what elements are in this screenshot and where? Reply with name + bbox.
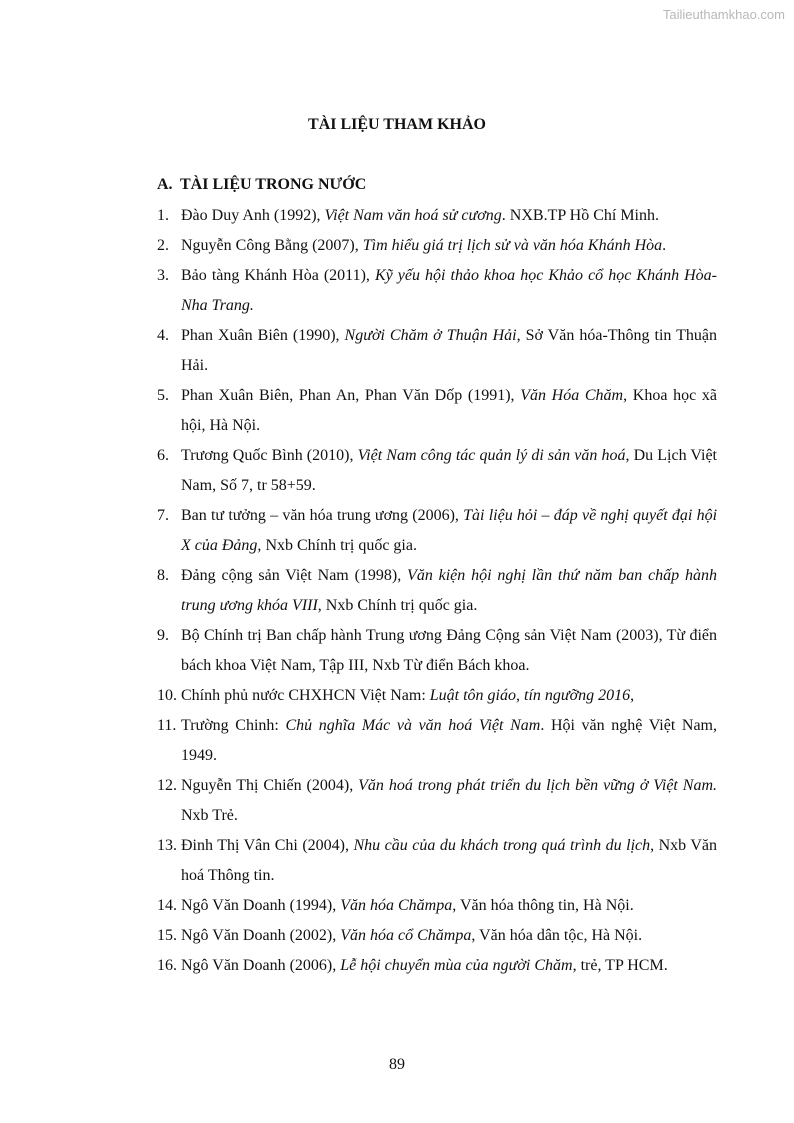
reference-number: 16. bbox=[157, 957, 177, 974]
reference-title: Kỹ yếu hội thảo khoa học Khảo cổ học Khánh Hòa-Nha Trang. bbox=[181, 267, 718, 314]
reference-title: Văn kiện hội nghị lần thứ năm ban chấp hành trung ương khóa VIII bbox=[181, 567, 717, 614]
reference-suffix: , Văn hóa thông tin, Hà Nội. bbox=[452, 897, 634, 914]
reference-prefix: Ngô Văn Doanh (1994), bbox=[181, 897, 341, 914]
reference-number: 2. bbox=[157, 237, 169, 254]
reference-prefix: Bộ Chính trị Ban chấp hành Trung ương Đảng Cộng sản Việt Nam (2003), Từ điển bách khoa Việt Nam, Tập III, Nxb Từ điển Bách khoa. bbox=[181, 627, 717, 674]
reference-item bbox=[157, 951, 717, 981]
reference-prefix: Phan Xuân Biên (1990), bbox=[181, 327, 345, 344]
reference-text bbox=[181, 261, 717, 321]
reference-prefix: Đảng cộng sản Việt Nam (1998), bbox=[181, 567, 408, 584]
watermark-text: Tailieuthamkhao.com bbox=[662, 7, 785, 22]
reference-number: 15. bbox=[157, 927, 177, 944]
reference-suffix: , trẻ, TP HCM. bbox=[572, 957, 668, 974]
reference-suffix: . NXB.TP Hồ Chí Minh. bbox=[501, 207, 659, 224]
reference-suffix: Nxb Chính trị quốc gia. bbox=[261, 537, 417, 554]
section-letter: A. bbox=[157, 176, 173, 193]
reference-number: 11. bbox=[157, 717, 177, 734]
reference-text bbox=[181, 381, 717, 441]
reference-text bbox=[181, 681, 717, 711]
reference-list bbox=[157, 201, 717, 981]
section-heading bbox=[157, 176, 366, 194]
reference-item bbox=[157, 681, 717, 711]
reference-title: Văn hóa cổ Chămpa bbox=[340, 927, 472, 944]
reference-number: 9. bbox=[157, 627, 169, 644]
reference-text bbox=[181, 321, 717, 381]
reference-item bbox=[157, 441, 717, 501]
reference-item bbox=[157, 501, 717, 561]
page-title: TÀI LIỆU THAM KHẢO bbox=[308, 116, 486, 133]
reference-title: Văn hoá trong phát triển du lịch bền vững ở Việt Nam. bbox=[358, 777, 718, 794]
reference-text bbox=[181, 831, 717, 891]
reference-title: Người Chăm ở Thuận Hải bbox=[344, 327, 517, 344]
reference-number: 12. bbox=[157, 777, 177, 794]
reference-suffix: , bbox=[630, 687, 635, 704]
reference-prefix: Nguyễn Công Bằng (2007), bbox=[181, 237, 363, 254]
reference-number: 3. bbox=[157, 267, 169, 284]
reference-item bbox=[157, 201, 717, 231]
reference-title: Tài liệu hỏi – đáp về nghị quyết đại hội X của Đảng, bbox=[181, 507, 718, 554]
section-label: TÀI LIỆU TRONG NƯỚC bbox=[180, 176, 367, 193]
reference-suffix: , Nxb Chính trị quốc gia. bbox=[317, 597, 478, 614]
reference-prefix: Đinh Thị Vân Chi (2004), bbox=[181, 837, 354, 854]
reference-number: 14. bbox=[157, 897, 177, 914]
reference-text bbox=[181, 921, 717, 951]
reference-item bbox=[157, 891, 717, 921]
reference-suffix: , Văn hóa dân tộc, Hà Nội. bbox=[471, 927, 643, 944]
reference-title: Luật tôn giáo, tín ngưỡng 2016 bbox=[429, 687, 631, 704]
reference-text bbox=[181, 231, 717, 261]
reference-suffix: , Nxb Văn hoá Thông tin. bbox=[181, 837, 718, 884]
reference-number: 8. bbox=[157, 567, 169, 584]
reference-suffix: , Du Lịch Việt Nam, Số 7, tr 58+59. bbox=[181, 447, 718, 494]
reference-item bbox=[157, 261, 717, 321]
reference-suffix: . bbox=[662, 237, 667, 254]
reference-text bbox=[181, 711, 717, 771]
reference-title: Văn Hóa Chăm bbox=[520, 387, 624, 404]
reference-item bbox=[157, 831, 717, 891]
reference-text bbox=[181, 621, 717, 681]
reference-item bbox=[157, 921, 717, 951]
reference-text bbox=[181, 501, 717, 561]
reference-suffix: . Hội văn nghệ Việt Nam, 1949. bbox=[181, 717, 717, 764]
reference-number: 7. bbox=[157, 507, 169, 524]
reference-prefix: Chính phủ nước CHXHCN Việt Nam: bbox=[181, 687, 430, 704]
reference-item bbox=[157, 381, 717, 441]
reference-prefix: Bảo tàng Khánh Hòa (2011), bbox=[181, 267, 375, 284]
reference-suffix: , Sở Văn hóa-Thông tin Thuận Hải. bbox=[181, 327, 718, 374]
reference-item bbox=[157, 231, 717, 261]
reference-prefix: Ngô Văn Doanh (2006), bbox=[181, 957, 341, 974]
reference-item bbox=[157, 321, 717, 381]
page-number: 89 bbox=[389, 1056, 405, 1073]
reference-prefix: Trương Quốc Bình (2010), bbox=[181, 447, 358, 464]
reference-suffix: , Khoa học xã hội, Hà Nội. bbox=[181, 387, 717, 434]
reference-number: 4. bbox=[157, 327, 169, 344]
reference-item bbox=[157, 711, 717, 771]
reference-number: 1. bbox=[157, 207, 169, 224]
reference-number: 10. bbox=[157, 687, 177, 704]
reference-suffix: Nxb Trẻ. bbox=[181, 807, 238, 824]
reference-text bbox=[181, 951, 717, 981]
reference-prefix: Trường Chinh: bbox=[181, 717, 286, 734]
reference-text bbox=[181, 891, 717, 921]
reference-number: 13. bbox=[157, 837, 177, 854]
reference-prefix: Ban tư tưởng – văn hóa trung ương (2006), bbox=[181, 507, 464, 524]
reference-item bbox=[157, 771, 717, 831]
reference-text bbox=[181, 441, 717, 501]
reference-prefix: Đào Duy Anh (1992), bbox=[181, 207, 325, 224]
reference-title: Việt Nam văn hoá sử cương bbox=[324, 207, 502, 224]
reference-title: Việt Nam công tác quản lý di sản văn hoá bbox=[357, 447, 626, 464]
reference-number: 6. bbox=[157, 447, 169, 464]
reference-item bbox=[157, 561, 717, 621]
reference-prefix: Nguyễn Thị Chiến (2004), bbox=[181, 777, 359, 794]
reference-prefix: Ngô Văn Doanh (2002), bbox=[181, 927, 341, 944]
reference-title: Lễ hội chuyển mùa của người Chăm bbox=[340, 957, 573, 974]
reference-title: Nhu cầu của du khách trong quá trình du lịch bbox=[353, 837, 651, 854]
reference-text bbox=[181, 771, 717, 831]
reference-title: Văn hóa Chămpa bbox=[340, 897, 453, 914]
reference-text bbox=[181, 561, 717, 621]
reference-prefix: Phan Xuân Biên, Phan An, Phan Văn Dốp (1991), bbox=[181, 387, 521, 404]
reference-title: Chủ nghĩa Mác và văn hoá Việt Nam bbox=[285, 717, 541, 734]
reference-number: 5. bbox=[157, 387, 169, 404]
reference-text bbox=[181, 201, 717, 231]
reference-item bbox=[157, 621, 717, 681]
reference-title: Tìm hiểu giá trị lịch sử và văn hóa Khánh Hòa bbox=[362, 237, 663, 254]
